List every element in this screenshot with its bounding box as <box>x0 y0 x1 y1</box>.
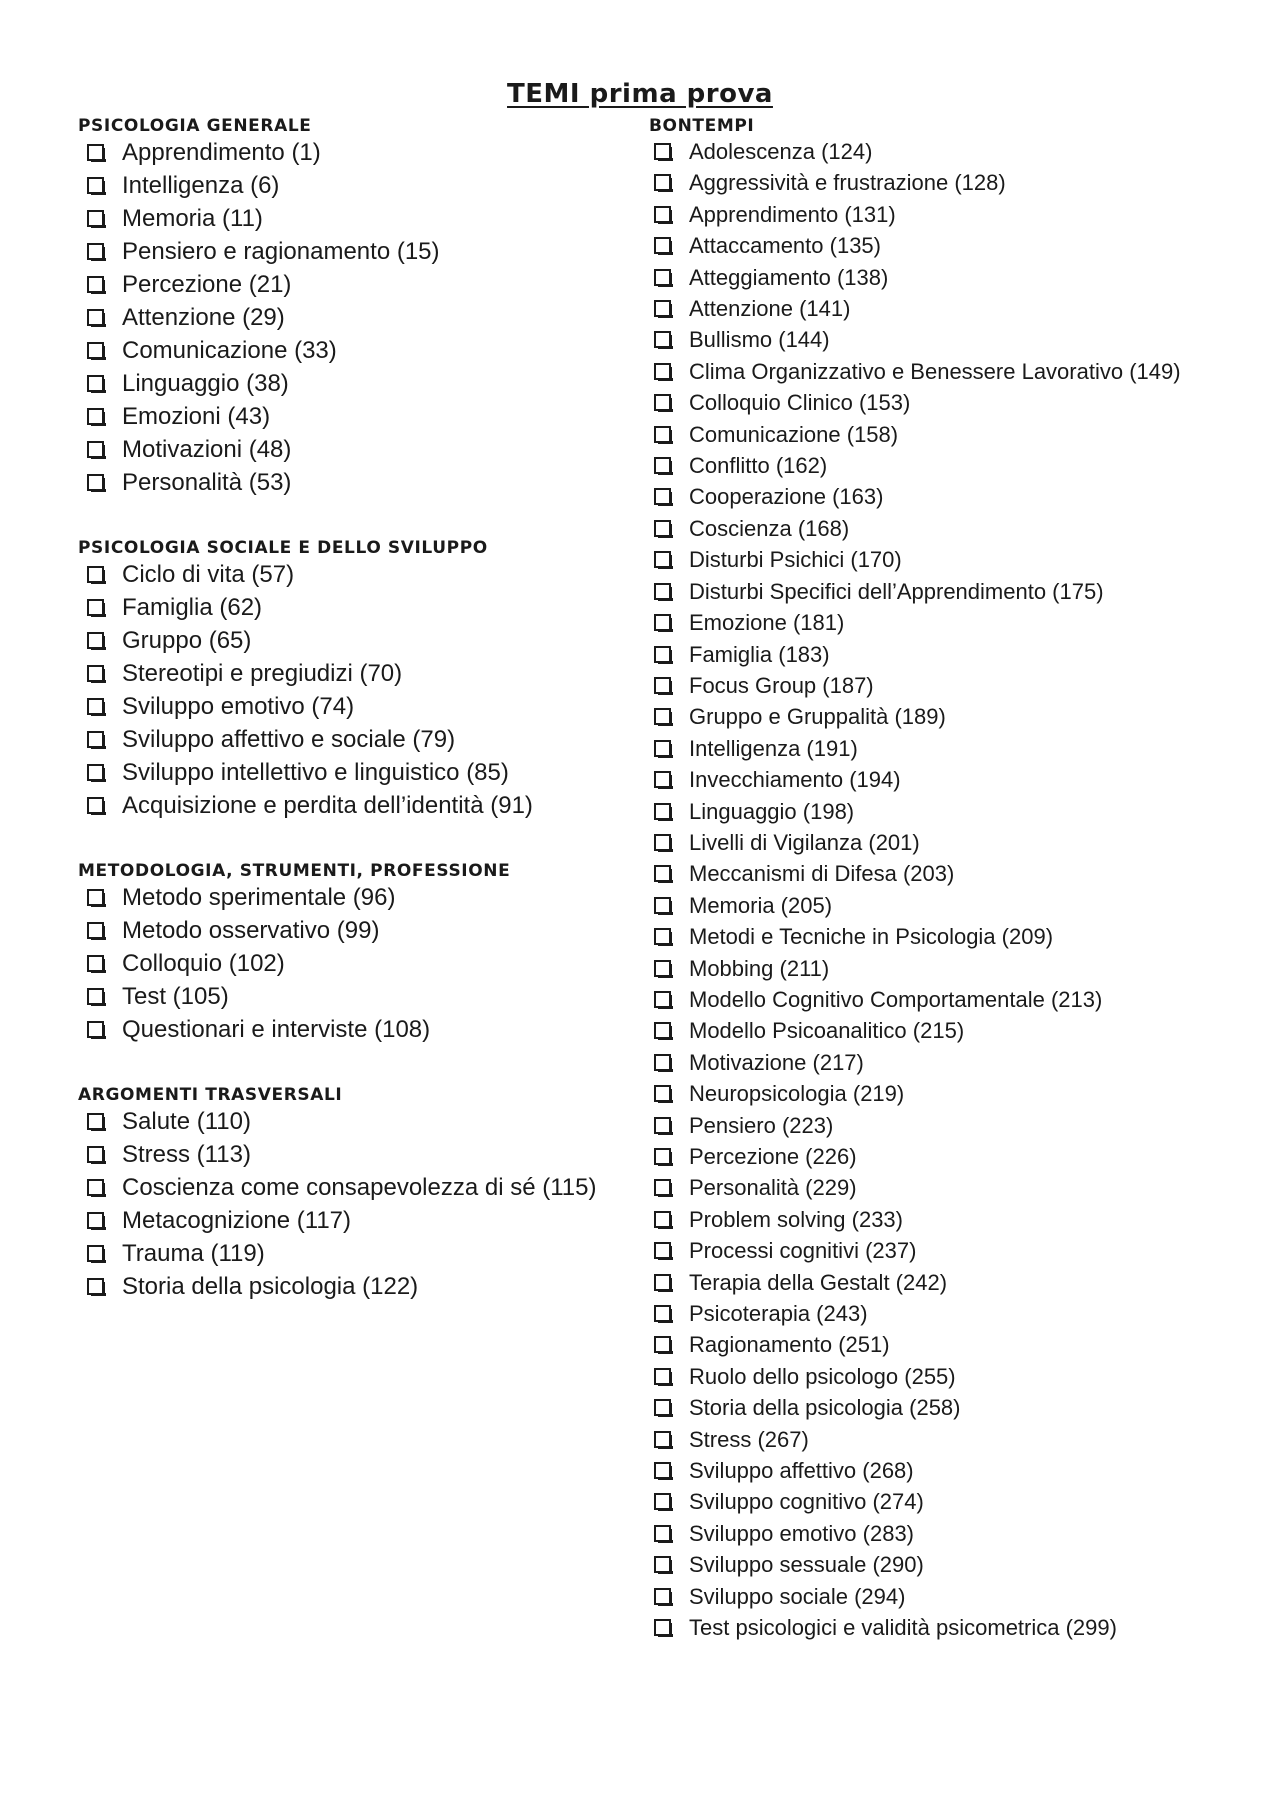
list-item[interactable] <box>649 230 1209 261</box>
checkbox-icon[interactable] <box>654 1588 671 1605</box>
section-heading: BONTEMPI <box>649 116 755 136</box>
topic-label: Adolescenza (124) <box>689 139 873 164</box>
list-item[interactable] <box>78 1270 638 1303</box>
checkbox-icon[interactable] <box>87 1278 104 1295</box>
checkbox-icon[interactable] <box>654 1211 671 1228</box>
topic-label: Pensiero (223) <box>689 1112 834 1138</box>
topic-label: Gruppo e Gruppalità (189) <box>689 704 946 730</box>
list-item[interactable] <box>78 169 638 202</box>
list-item[interactable] <box>649 387 1209 418</box>
list-item[interactable] <box>649 890 1209 921</box>
topic-label: Personalità (229) <box>689 1175 857 1201</box>
list-item[interactable] <box>649 921 1209 952</box>
checkbox-icon[interactable] <box>654 1619 671 1636</box>
list-item[interactable] <box>78 723 638 756</box>
checkbox-icon[interactable] <box>87 889 104 906</box>
checkbox-icon[interactable] <box>654 771 671 788</box>
page-title: TEMI prima prova <box>507 79 773 109</box>
topic-label: Stress (113) <box>122 1141 251 1168</box>
topic-label: Famiglia (62) <box>122 594 263 621</box>
checkbox-icon[interactable] <box>654 1399 671 1416</box>
topic-label: Personalità (53) <box>122 469 292 496</box>
checkbox-icon[interactable] <box>654 1085 671 1102</box>
right-column <box>649 116 1209 1644</box>
list-item[interactable] <box>649 984 1209 1015</box>
checkbox-icon[interactable] <box>654 1054 671 1071</box>
list-item[interactable] <box>649 1298 1209 1329</box>
section-metodologia <box>78 861 638 1046</box>
list-item[interactable] <box>78 624 638 657</box>
topic-label: Metodo sperimentale (96) <box>122 884 396 911</box>
checkbox-icon[interactable] <box>654 143 671 160</box>
checkbox-icon[interactable] <box>87 797 104 814</box>
list-item[interactable] <box>78 1105 638 1138</box>
topic-label: Sviluppo sessuale (290) <box>689 1552 924 1578</box>
list-item[interactable] <box>649 262 1209 293</box>
list-item[interactable] <box>649 1612 1209 1643</box>
checkbox-icon[interactable] <box>87 177 104 194</box>
topic-label: Emozione (181) <box>689 610 845 636</box>
checkbox-icon[interactable] <box>654 740 671 757</box>
topic-list <box>78 136 638 499</box>
topic-label: Trauma (119) <box>122 1240 265 1267</box>
topic-label: Comunicazione (158) <box>689 421 899 447</box>
checkbox-icon[interactable] <box>87 144 104 161</box>
section-argomenti-trasversali <box>78 1085 638 1303</box>
topic-label: Ciclo di vita (57) <box>122 561 295 588</box>
checkbox-icon[interactable] <box>654 363 671 380</box>
list-item[interactable] <box>78 657 638 690</box>
topic-label: Intelligenza (191) <box>689 735 858 761</box>
list-item[interactable] <box>78 301 638 334</box>
topic-label: Motivazioni (48) <box>122 436 292 463</box>
list-item[interactable] <box>78 591 638 624</box>
list-item[interactable] <box>78 1237 638 1270</box>
list-item[interactable] <box>649 1518 1209 1549</box>
list-item[interactable] <box>78 268 638 301</box>
checkbox-icon[interactable] <box>87 243 104 260</box>
checkbox-icon[interactable] <box>87 1146 104 1163</box>
topic-label: Colloquio Clinico (153) <box>689 390 911 416</box>
topic-label: Meccanismi di Difesa (203) <box>689 861 955 887</box>
topic-label: Salute (110) <box>122 1108 251 1135</box>
list-item[interactable] <box>649 1110 1209 1141</box>
list-item[interactable] <box>78 136 638 169</box>
list-item[interactable] <box>649 167 1209 198</box>
list-item[interactable] <box>649 1172 1209 1203</box>
topic-label: Emozioni (43) <box>122 403 271 430</box>
topic-label: Attenzione (29) <box>122 304 285 331</box>
topic-label: Storia della psicologia (258) <box>689 1395 961 1421</box>
checkbox-icon[interactable] <box>87 276 104 293</box>
checkbox-icon[interactable] <box>654 457 671 474</box>
checkbox-icon[interactable] <box>654 1148 671 1165</box>
topic-label: Conflitto (162) <box>689 453 828 479</box>
checkbox-icon[interactable] <box>654 1462 671 1479</box>
checkbox-icon[interactable] <box>87 955 104 972</box>
checkbox-icon[interactable] <box>654 300 671 317</box>
checkbox-icon[interactable] <box>654 1431 671 1448</box>
list-item[interactable] <box>78 881 638 914</box>
checkbox-icon[interactable] <box>87 342 104 359</box>
checkbox-icon[interactable] <box>654 1022 671 1039</box>
checkbox-icon[interactable] <box>87 1212 104 1229</box>
topic-label: Sviluppo sociale (294) <box>689 1583 906 1609</box>
topic-label: Terapia della Gestalt (242) <box>689 1269 948 1295</box>
list-item[interactable] <box>649 953 1209 984</box>
list-item[interactable] <box>649 1329 1209 1360</box>
checkbox-icon[interactable] <box>87 988 104 1005</box>
checkbox-icon[interactable] <box>654 708 671 725</box>
list-item[interactable] <box>649 544 1209 575</box>
list-item[interactable] <box>78 367 638 400</box>
list-item[interactable] <box>649 1455 1209 1486</box>
topic-label: Bullismo (144) <box>689 327 830 353</box>
checkbox-icon[interactable] <box>654 583 671 600</box>
topic-label: Modello Psicoanalitico (215) <box>689 1018 965 1044</box>
topic-label: Pensiero e ragionamento (15) <box>122 238 440 265</box>
checkbox-icon[interactable] <box>654 865 671 882</box>
list-item[interactable] <box>649 733 1209 764</box>
checkbox-icon[interactable] <box>87 1021 104 1038</box>
checkbox-icon[interactable] <box>654 174 671 191</box>
topic-label: Metodo osservativo (99) <box>122 917 380 944</box>
checkbox-icon[interactable] <box>87 309 104 326</box>
topic-label: Focus Group (187) <box>689 672 874 698</box>
checkbox-icon[interactable] <box>654 331 671 348</box>
topic-label: Storia della psicologia (122) <box>122 1273 419 1300</box>
list-item[interactable] <box>649 827 1209 858</box>
section-heading: PSICOLOGIA GENERALE <box>78 116 312 136</box>
list-item[interactable] <box>649 481 1209 512</box>
list-item[interactable] <box>649 1015 1209 1046</box>
checkbox-icon[interactable] <box>654 1556 671 1573</box>
topic-label: Ragionamento (251) <box>689 1332 890 1358</box>
checkbox-icon[interactable] <box>87 698 104 715</box>
list-item[interactable] <box>649 1235 1209 1266</box>
checkbox-icon[interactable] <box>87 566 104 583</box>
topic-label: Processi cognitivi (237) <box>689 1238 917 1264</box>
checkbox-icon[interactable] <box>87 731 104 748</box>
list-item[interactable] <box>649 199 1209 230</box>
list-item[interactable] <box>649 576 1209 607</box>
topic-label: Coscienza come consapevolezza di sé (115) <box>122 1174 597 1201</box>
topic-list <box>78 1105 638 1303</box>
checkbox-icon[interactable] <box>654 1525 671 1542</box>
topic-label: Neuropsicologia (219) <box>689 1081 905 1107</box>
list-item[interactable] <box>649 1424 1209 1455</box>
topic-label: Ruolo dello psicologo (255) <box>689 1363 956 1389</box>
topic-label: Sviluppo intellettivo e linguistico (85) <box>122 759 509 786</box>
checkbox-icon[interactable] <box>654 614 671 631</box>
list-item[interactable] <box>78 1013 638 1046</box>
checkbox-icon[interactable] <box>654 834 671 851</box>
topic-label: Aggressività e frustrazione (128) <box>689 170 1006 196</box>
topic-label: Cooperazione (163) <box>689 484 884 510</box>
checkbox-icon[interactable] <box>87 210 104 227</box>
checkbox-icon[interactable] <box>87 1245 104 1262</box>
topic-list <box>78 558 638 822</box>
topic-label: Coscienza (168) <box>689 515 850 541</box>
topic-label: Psicoterapia (243) <box>689 1301 868 1327</box>
list-item[interactable] <box>649 701 1209 732</box>
list-item[interactable] <box>649 293 1209 324</box>
list-item[interactable] <box>649 1581 1209 1612</box>
list-item[interactable] <box>78 558 638 591</box>
checkbox-icon[interactable] <box>654 1493 671 1510</box>
section-heading: PSICOLOGIA SOCIALE E DELLO SVILUPPO <box>78 538 488 558</box>
topic-label: Percezione (21) <box>122 271 292 298</box>
checkbox-icon[interactable] <box>654 928 671 945</box>
topic-label: Mobbing (211) <box>689 955 830 981</box>
checkbox-icon[interactable] <box>654 803 671 820</box>
list-item[interactable] <box>78 756 638 789</box>
list-item[interactable] <box>649 324 1209 355</box>
topic-label: Apprendimento (1) <box>122 139 321 166</box>
left-column <box>78 116 638 1342</box>
checkbox-icon[interactable] <box>87 922 104 939</box>
topic-label: Metodi e Tecniche in Psicologia (209) <box>689 924 1054 950</box>
list-item[interactable] <box>649 1267 1209 1298</box>
checkbox-icon[interactable] <box>654 1117 671 1134</box>
list-item[interactable] <box>78 789 638 822</box>
topic-label: Disturbi Psichici (170) <box>689 547 902 573</box>
topic-label: Comunicazione (33) <box>122 337 337 364</box>
topic-label: Acquisizione e perdita dell’identità (91) <box>122 792 533 819</box>
checkbox-icon[interactable] <box>87 441 104 458</box>
topic-label: Test psicologici e validità psicometrica (299) <box>689 1615 1117 1641</box>
checkbox-icon[interactable] <box>87 408 104 425</box>
list-item[interactable] <box>78 690 638 723</box>
topic-label: Memoria (205) <box>689 892 833 918</box>
topic-label: Memoria (11) <box>122 205 263 232</box>
list-item[interactable] <box>649 764 1209 795</box>
checkbox-icon[interactable] <box>654 1336 671 1353</box>
list-item[interactable] <box>78 1171 638 1204</box>
checkbox-icon[interactable] <box>654 520 671 537</box>
list-item[interactable] <box>649 1141 1209 1172</box>
topic-label: Intelligenza (6) <box>122 172 280 199</box>
section-heading: ARGOMENTI TRASVERSALI <box>78 1085 343 1105</box>
checkbox-icon[interactable] <box>87 474 104 491</box>
checkbox-icon[interactable] <box>87 599 104 616</box>
topic-label: Invecchiamento (194) <box>689 767 901 793</box>
checkbox-icon[interactable] <box>654 269 671 286</box>
topic-list <box>78 881 638 1046</box>
list-item[interactable] <box>78 947 638 980</box>
list-item[interactable] <box>649 1549 1209 1580</box>
topic-label: Sviluppo affettivo (268) <box>689 1458 914 1484</box>
list-item[interactable] <box>649 1392 1209 1423</box>
checkbox-icon[interactable] <box>87 375 104 392</box>
list-item[interactable] <box>649 356 1209 387</box>
checkbox-icon[interactable] <box>87 1113 104 1130</box>
topic-label: Atteggiamento (138) <box>689 264 889 290</box>
checkbox-icon[interactable] <box>87 632 104 649</box>
list-item[interactable] <box>78 914 638 947</box>
topic-label: Attenzione (141) <box>689 296 851 322</box>
topic-label: Problem solving (233) <box>689 1206 903 1232</box>
checkbox-icon[interactable] <box>654 960 671 977</box>
checkbox-icon[interactable] <box>87 665 104 682</box>
list-item[interactable] <box>78 980 638 1013</box>
section-psicologia-generale <box>78 116 638 499</box>
checkbox-icon[interactable] <box>654 1368 671 1385</box>
topic-list <box>649 136 1209 1644</box>
checkbox-icon[interactable] <box>654 1179 671 1196</box>
list-item[interactable] <box>78 1204 638 1237</box>
checkbox-icon[interactable] <box>654 394 671 411</box>
list-item[interactable] <box>649 858 1209 889</box>
topic-label: Stress (267) <box>689 1426 809 1452</box>
list-item[interactable] <box>649 1204 1209 1235</box>
checkbox-icon[interactable] <box>654 897 671 914</box>
list-item[interactable] <box>649 1361 1209 1392</box>
topic-label: Metacognizione (117) <box>122 1207 352 1234</box>
checkbox-icon[interactable] <box>87 1179 104 1196</box>
topic-label: Motivazione (217) <box>689 1049 864 1075</box>
topic-label: Disturbi Specifici dell’Apprendimento (175) <box>689 578 1104 604</box>
checkbox-icon[interactable] <box>654 1305 671 1322</box>
list-item[interactable] <box>649 1047 1209 1078</box>
topic-label: Linguaggio (198) <box>689 798 855 824</box>
checkbox-icon[interactable] <box>654 488 671 505</box>
list-item[interactable] <box>78 466 638 499</box>
topic-label: Attaccamento (135) <box>689 233 881 259</box>
list-item[interactable] <box>649 607 1209 638</box>
topic-label: Apprendimento (131) <box>689 201 896 227</box>
checkbox-icon[interactable] <box>654 646 671 663</box>
list-item[interactable] <box>78 433 638 466</box>
topic-label: Test (105) <box>122 983 229 1010</box>
list-item[interactable] <box>649 1486 1209 1517</box>
topic-label: Sviluppo affettivo e sociale (79) <box>122 726 456 753</box>
list-item[interactable] <box>78 1138 638 1171</box>
checkbox-icon[interactable] <box>654 1274 671 1291</box>
topic-label: Questionari e interviste (108) <box>122 1016 431 1043</box>
checkbox-icon[interactable] <box>654 237 671 254</box>
topic-label: Sviluppo emotivo (74) <box>122 693 355 720</box>
topic-label: Stereotipi e pregiudizi (70) <box>122 660 403 687</box>
topic-label: Modello Cognitivo Comportamentale (213) <box>689 986 1103 1012</box>
topic-label: Sviluppo cognitivo (274) <box>689 1489 924 1515</box>
checkbox-icon[interactable] <box>654 991 671 1008</box>
topic-label: Gruppo (65) <box>122 627 252 654</box>
list-item[interactable] <box>649 796 1209 827</box>
topic-label: Sviluppo emotivo (283) <box>689 1520 915 1546</box>
list-item[interactable] <box>649 450 1209 481</box>
list-item[interactable] <box>649 419 1209 450</box>
topic-label: Famiglia (183) <box>689 641 830 667</box>
checkbox-icon[interactable] <box>654 426 671 443</box>
list-item[interactable] <box>649 513 1209 544</box>
list-item[interactable] <box>78 235 638 268</box>
checkbox-icon[interactable] <box>87 764 104 781</box>
list-item[interactable] <box>78 334 638 367</box>
checkbox-icon[interactable] <box>654 551 671 568</box>
topic-label: Clima Organizzativo e Benessere Lavorativo (149) <box>689 358 1181 384</box>
checkbox-icon[interactable] <box>654 677 671 694</box>
checkbox-icon[interactable] <box>654 1242 671 1259</box>
list-item[interactable] <box>649 136 1209 167</box>
list-item[interactable] <box>649 670 1209 701</box>
topic-label: Livelli di Vigilanza (201) <box>689 829 920 855</box>
topic-label: Linguaggio (38) <box>122 370 289 397</box>
list-item[interactable] <box>649 1078 1209 1109</box>
list-item[interactable] <box>649 639 1209 670</box>
checkbox-icon[interactable] <box>654 206 671 223</box>
section-psicologia-sociale <box>78 538 638 822</box>
section-heading: METODOLOGIA, STRUMENTI, PROFESSIONE <box>78 861 511 881</box>
topic-label: Percezione (226) <box>689 1144 857 1169</box>
list-item[interactable] <box>78 202 638 235</box>
list-item[interactable] <box>78 400 638 433</box>
topic-label: Colloquio (102) <box>122 950 285 977</box>
